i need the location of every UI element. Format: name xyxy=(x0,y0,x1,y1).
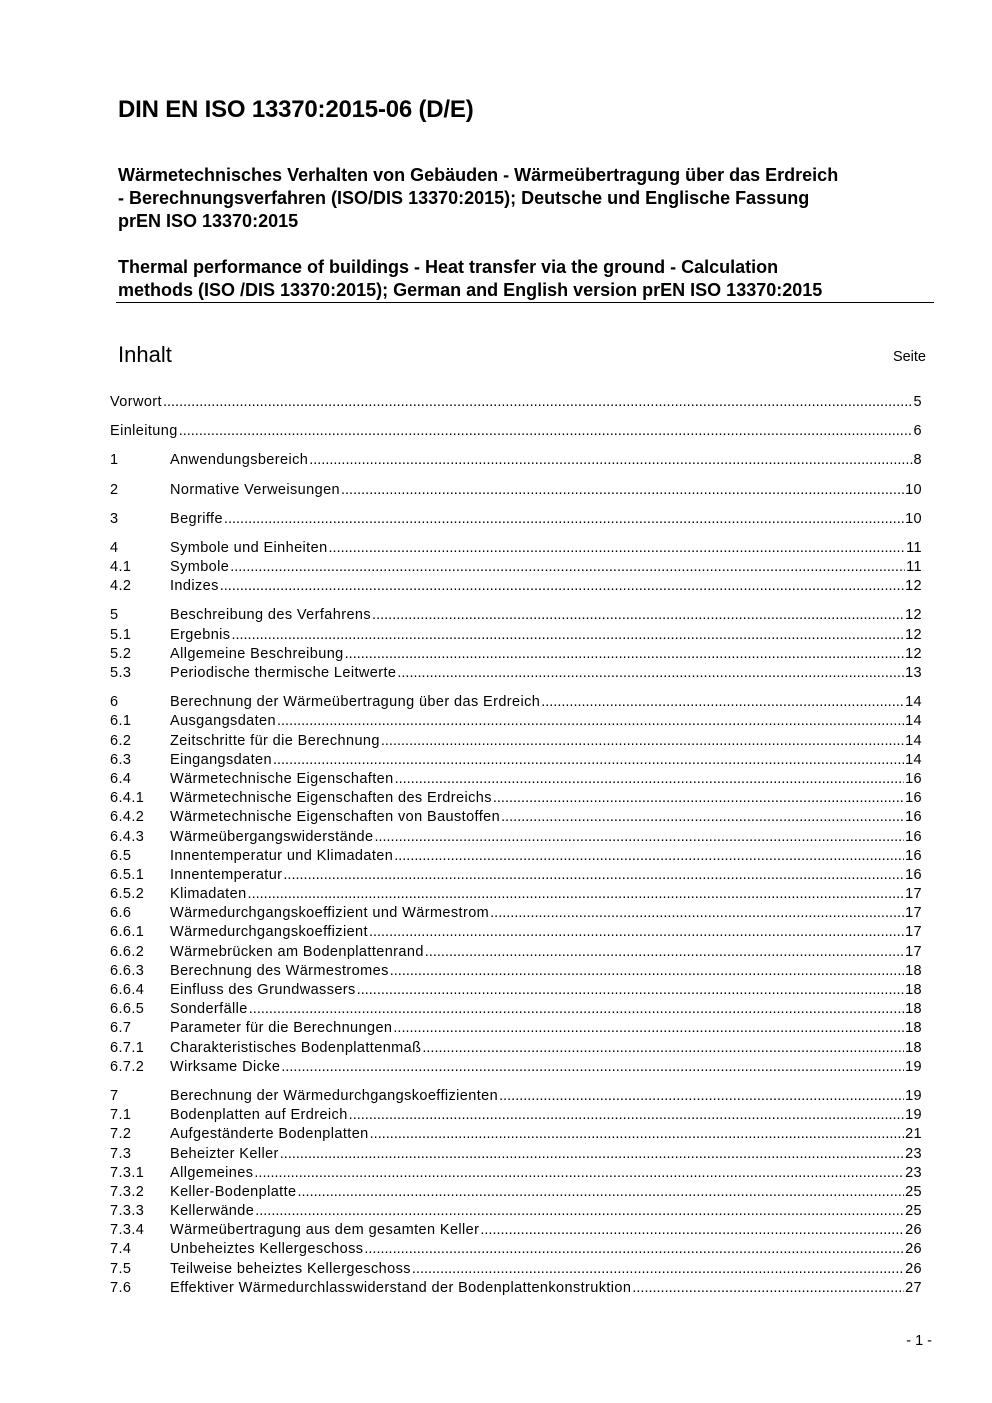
toc-entry-number: 6.7.2 xyxy=(110,1058,145,1075)
toc-entry-page: 16 xyxy=(905,866,922,883)
toc-entry[interactable] xyxy=(110,1039,922,1058)
toc-entry[interactable] xyxy=(110,885,922,904)
toc-entry[interactable] xyxy=(110,645,922,664)
toc-entry-number: 6.6.4 xyxy=(110,982,145,999)
toc-dot-leader xyxy=(341,481,904,500)
toc-dot-leader xyxy=(345,645,904,664)
english-subtitle-line: methods (ISO /DIS 13370:2015); German and English version prEN ISO 13370:2015 xyxy=(118,280,823,300)
document-title: DIN EN ISO 13370:2015-06 (D/E) xyxy=(118,96,474,123)
toc-entry[interactable] xyxy=(110,539,922,558)
toc-entry-title: Indizes xyxy=(170,578,219,595)
german-subtitle-line: prEN ISO 13370:2015 xyxy=(118,211,299,231)
toc-entry[interactable] xyxy=(110,1106,922,1125)
toc-entry[interactable] xyxy=(110,1202,922,1221)
toc-entry-page: 14 xyxy=(905,732,922,749)
toc-entry[interactable] xyxy=(110,1019,922,1038)
toc-entry-number: 7 xyxy=(110,1087,119,1104)
toc-entry-title: Wärmeübertragung aus dem gesamten Keller xyxy=(170,1222,480,1239)
toc-dot-leader xyxy=(393,1019,904,1038)
toc-dot-leader xyxy=(298,1183,905,1202)
toc-entry[interactable] xyxy=(110,693,922,712)
toc-entry-number: 5.2 xyxy=(110,645,132,662)
toc-entry-number: 6.4.1 xyxy=(110,790,145,807)
toc-entry-page: 16 xyxy=(905,770,922,787)
toc-entry[interactable] xyxy=(110,943,922,962)
toc-entry-number: 6.4 xyxy=(110,770,132,787)
toc-entry-page: 13 xyxy=(905,665,922,682)
toc-dot-leader xyxy=(329,539,906,558)
toc-dot-leader xyxy=(372,606,904,625)
toc-dot-leader xyxy=(254,1164,904,1183)
toc-entry-page: 18 xyxy=(905,962,922,979)
toc-entry-number: 3 xyxy=(110,510,119,527)
toc-entry-page: 16 xyxy=(905,790,922,807)
toc-dot-leader xyxy=(280,1145,904,1164)
toc-entry[interactable] xyxy=(110,866,922,885)
toc-entry-page: 12 xyxy=(905,607,922,624)
german-subtitle-line: Wärmetechnisches Verhalten von Gebäuden - Wärmeübertragung über das Erdreich xyxy=(118,165,839,185)
toc-entry-title: Symbole xyxy=(170,559,230,576)
toc-entry-number: 5 xyxy=(110,607,119,624)
toc-entry-page: 26 xyxy=(905,1260,922,1277)
toc-entry[interactable] xyxy=(110,577,922,596)
toc-entry-number: 7.4 xyxy=(110,1241,132,1258)
toc-entry[interactable] xyxy=(110,732,922,751)
toc-entry-title: Wärmetechnische Eigenschaften des Erdreichs xyxy=(170,790,492,807)
toc-entry-title: Wärmebrücken am Bodenplattenrand xyxy=(170,943,424,960)
toc-entry[interactable] xyxy=(110,847,922,866)
toc-entry-number: 7.2 xyxy=(110,1126,132,1143)
toc-dot-leader xyxy=(255,1202,904,1221)
toc-entry-title: Unbeheiztes Kellergeschoss xyxy=(170,1241,364,1258)
toc-entry-number: 5.3 xyxy=(110,665,132,682)
toc-dot-leader xyxy=(281,1058,904,1077)
toc-entry-title: Wärmetechnische Eigenschaften von Baustoffen xyxy=(170,809,501,826)
toc-entry[interactable] xyxy=(110,904,922,923)
toc-dot-leader xyxy=(224,510,904,529)
toc-entry-title: Berechnung der Wärmeübertragung über das Erdreich xyxy=(170,694,541,711)
toc-dot-leader xyxy=(381,732,904,751)
toc-entry-title: Beschreibung des Verfahrens xyxy=(170,607,372,624)
toc-entry[interactable] xyxy=(110,770,922,789)
toc-entry-number: 6.6.3 xyxy=(110,962,145,979)
toc-page-column-label: Seite xyxy=(892,349,926,365)
toc-entry-number: 6.5.1 xyxy=(110,866,145,883)
toc-entry-page: 17 xyxy=(905,886,922,903)
toc-entry-number: 6.7 xyxy=(110,1020,132,1037)
toc-dot-leader xyxy=(357,981,904,1000)
toc-entry-title: Symbole und Einheiten xyxy=(170,539,328,556)
toc-entry-number: 7.3 xyxy=(110,1145,132,1162)
toc-entry[interactable] xyxy=(110,510,922,529)
german-subtitle-line: - Berechnungsverfahren (ISO/DIS 13370:2015); Deutsche und Englische Fassung xyxy=(118,188,810,208)
toc-entry-number: 7.3.1 xyxy=(110,1164,145,1181)
toc-entry-title: Berechnung des Wärmestromes xyxy=(170,962,389,979)
toc-entry[interactable] xyxy=(110,1279,922,1298)
toc-entry-page: 14 xyxy=(905,694,922,711)
toc-dot-leader xyxy=(425,943,904,962)
toc-entry-page: 18 xyxy=(905,982,922,999)
toc-entry-number: 6.6 xyxy=(110,905,132,922)
toc-entry[interactable] xyxy=(110,1260,922,1279)
toc-entry-title: Zeitschritte für die Berechnung xyxy=(170,732,380,749)
toc-entry-page: 26 xyxy=(905,1241,922,1258)
toc-entry-page: 17 xyxy=(905,905,922,922)
toc-entry-page: 23 xyxy=(905,1164,922,1181)
toc-entry-title: Charakteristisches Bodenplattenmaß xyxy=(170,1039,422,1056)
toc-dot-leader xyxy=(220,577,904,596)
toc-entry[interactable] xyxy=(110,626,922,645)
toc-entry[interactable] xyxy=(110,712,922,731)
toc-dot-leader xyxy=(395,770,904,789)
toc-entry-title: Ausgangsdaten xyxy=(170,713,276,730)
toc-entry-page: 18 xyxy=(905,1001,922,1018)
toc-entry[interactable] xyxy=(110,962,922,981)
toc-entry-page: 16 xyxy=(905,847,922,864)
toc-entry-page: 11 xyxy=(906,539,922,556)
toc-dot-leader xyxy=(499,1087,904,1106)
toc-dot-leader xyxy=(369,923,904,942)
toc-entry-page: 25 xyxy=(905,1183,922,1200)
toc-dot-leader xyxy=(273,751,904,770)
toc-dot-leader xyxy=(397,664,904,683)
toc-entry-page: 25 xyxy=(905,1203,922,1220)
toc-dot-leader xyxy=(364,1240,904,1259)
toc-entry-number: 7.3.4 xyxy=(110,1222,145,1239)
toc-entry-page: 14 xyxy=(905,751,922,768)
toc-entry-page: 19 xyxy=(905,1107,922,1124)
toc-heading: Inhalt xyxy=(118,342,172,367)
toc-dot-leader xyxy=(493,789,904,808)
toc-dot-leader xyxy=(374,828,904,847)
toc-entry-title: Begriffe xyxy=(170,510,223,527)
toc-entry-title: Wärmeübergangswiderstände xyxy=(170,828,374,845)
toc-entry[interactable] xyxy=(110,451,922,470)
toc-entry-page: 19 xyxy=(905,1058,922,1075)
english-subtitle-line: Thermal performance of buildings - Heat transfer via the ground - Calculation xyxy=(118,257,779,277)
toc-entry[interactable] xyxy=(110,981,922,1000)
toc-entry-page: 10 xyxy=(905,481,922,498)
toc-entry-title: Vorwort xyxy=(110,393,162,410)
toc-entry-title: Innentemperatur xyxy=(170,866,283,883)
toc-entry-page: 12 xyxy=(905,578,922,595)
toc-entry[interactable] xyxy=(110,393,922,412)
toc-entry-number: 2 xyxy=(110,481,119,498)
toc-entry-number: 6.6.5 xyxy=(110,1001,145,1018)
toc-entry[interactable] xyxy=(110,1145,922,1164)
toc-dot-leader xyxy=(349,1106,904,1125)
toc-dot-leader xyxy=(541,693,904,712)
toc-dot-leader xyxy=(412,1260,904,1279)
toc-entry-page: 23 xyxy=(905,1145,922,1162)
toc-entry[interactable] xyxy=(110,1000,922,1019)
toc-entry[interactable] xyxy=(110,664,922,683)
toc-dot-leader xyxy=(501,808,904,827)
toc-entry-number: 6.2 xyxy=(110,732,132,749)
toc-entry[interactable] xyxy=(110,1125,922,1144)
toc-entry-title: Beheizter Keller xyxy=(170,1145,279,1162)
toc-entry[interactable] xyxy=(110,1058,922,1077)
toc-dot-leader xyxy=(231,626,904,645)
toc-entry-title: Einfluss des Grundwassers xyxy=(170,982,356,999)
title-divider xyxy=(116,302,934,303)
toc-dot-leader xyxy=(230,558,905,577)
toc-entry-number: 1 xyxy=(110,452,119,469)
toc-dot-leader xyxy=(394,847,904,866)
toc-entry[interactable] xyxy=(110,924,922,943)
toc-entry-number: 6.4.3 xyxy=(110,828,145,845)
toc-entry-number: 4.2 xyxy=(110,578,132,595)
toc-entry-page: 17 xyxy=(905,924,922,941)
toc-entry[interactable] xyxy=(110,1164,922,1183)
toc-entry-number: 6.5 xyxy=(110,847,132,864)
toc-dot-leader xyxy=(283,866,904,885)
toc-entry-page: 16 xyxy=(905,809,922,826)
toc-entry-title: Wirksame Dicke xyxy=(170,1058,281,1075)
toc-entry[interactable] xyxy=(110,828,922,847)
toc-entry-title: Keller-Bodenplatte xyxy=(170,1183,297,1200)
toc-entry-page: 16 xyxy=(905,828,922,845)
toc-entry-number: 6.3 xyxy=(110,751,132,768)
toc-entry-number: 6.6.2 xyxy=(110,943,145,960)
toc-entry[interactable] xyxy=(110,789,922,808)
toc-dot-leader xyxy=(632,1279,904,1298)
toc-entry-title: Wärmedurchgangskoeffizient und Wärmestrom xyxy=(170,905,490,922)
toc-entry-page: 27 xyxy=(905,1279,922,1296)
toc-entry-number: 5.1 xyxy=(110,626,132,643)
toc-entry-number: 7.6 xyxy=(110,1279,132,1296)
toc-entry-title: Einleitung xyxy=(110,423,178,440)
toc-entry-title: Kellerwände xyxy=(170,1203,255,1220)
toc-entry-title: Eingangsdaten xyxy=(170,751,272,768)
toc-dot-leader xyxy=(163,393,913,412)
toc-entry[interactable] xyxy=(110,1241,922,1260)
toc-entry-title: Innentemperatur und Klimadaten xyxy=(170,847,394,864)
toc-entry-page: 10 xyxy=(905,510,922,527)
toc-entry-number: 7.5 xyxy=(110,1260,132,1277)
toc-entry-title: Ergebnis xyxy=(170,626,231,643)
page-number: - 1 - xyxy=(906,1333,932,1349)
toc-entry[interactable] xyxy=(110,607,922,626)
toc-entry-number: 7.1 xyxy=(110,1107,132,1124)
toc-entry[interactable] xyxy=(110,422,922,441)
toc-entry-title: Aufgeständerte Bodenplatten xyxy=(170,1126,369,1143)
toc-entry-title: Allgemeines xyxy=(170,1164,254,1181)
toc-dot-leader xyxy=(249,1000,904,1019)
toc-entry-title: Klimadaten xyxy=(170,886,247,903)
toc-entry[interactable] xyxy=(110,808,922,827)
toc-entry-title: Sonderfälle xyxy=(170,1001,248,1018)
toc-entry-number: 6.5.2 xyxy=(110,886,145,903)
toc-entry-title: Normative Verweisungen xyxy=(170,481,340,498)
toc-entry[interactable] xyxy=(110,558,922,577)
toc-entry-number: 6.1 xyxy=(110,713,132,730)
toc-entry-number: 7.3.2 xyxy=(110,1183,145,1200)
toc-entry-page: 21 xyxy=(905,1126,922,1143)
toc-dot-leader xyxy=(248,885,905,904)
toc-entry-page: 6 xyxy=(913,423,922,440)
toc-entry-page: 26 xyxy=(905,1222,922,1239)
toc-entry-number: 7.3.3 xyxy=(110,1203,145,1220)
toc-entry-page: 19 xyxy=(905,1087,922,1104)
toc-entry-title: Bodenplatten auf Erdreich xyxy=(170,1107,348,1124)
toc-entry-number: 6.4.2 xyxy=(110,809,145,826)
toc-entry-page: 18 xyxy=(905,1039,922,1056)
toc-entry[interactable] xyxy=(110,1221,922,1240)
toc-dot-leader xyxy=(370,1125,904,1144)
toc-entry-page: 11 xyxy=(906,559,922,576)
toc-entry-page: 17 xyxy=(905,943,922,960)
toc-entry-title: Parameter für die Berechnungen xyxy=(170,1020,393,1037)
toc-entry-page: 5 xyxy=(913,393,922,410)
toc-entry-title: Wärmetechnische Eigenschaften xyxy=(170,770,394,787)
toc-entry-number: 6 xyxy=(110,694,119,711)
table-of-contents xyxy=(110,393,922,1298)
toc-entry-number: 4 xyxy=(110,539,119,556)
german-subtitle xyxy=(118,164,938,233)
toc-entry-number: 6.7.1 xyxy=(110,1039,145,1056)
toc-entry-page: 12 xyxy=(905,645,922,662)
toc-entry-page: 12 xyxy=(905,626,922,643)
toc-entry-page: 8 xyxy=(913,452,922,469)
toc-entry-title: Periodische thermische Leitwerte xyxy=(170,665,397,682)
toc-entry[interactable] xyxy=(110,1183,922,1202)
toc-dot-leader xyxy=(179,422,913,441)
toc-entry-title: Effektiver Wärmedurchlasswiderstand der Bodenplattenkonstruktion xyxy=(170,1279,632,1296)
toc-entry-title: Anwendungsbereich xyxy=(170,452,309,469)
toc-entry-title: Allgemeine Beschreibung xyxy=(170,645,344,662)
toc-dot-leader xyxy=(390,962,904,981)
toc-entry-title: Berechnung der Wärmedurchgangskoeffizienten xyxy=(170,1087,499,1104)
toc-dot-leader xyxy=(309,451,912,470)
toc-entry-page: 14 xyxy=(905,713,922,730)
toc-entry[interactable] xyxy=(110,481,922,500)
toc-dot-leader xyxy=(422,1039,904,1058)
toc-entry-page: 18 xyxy=(905,1020,922,1037)
toc-entry-number: 6.6.1 xyxy=(110,924,145,941)
toc-entry-number: 4.1 xyxy=(110,559,132,576)
toc-dot-leader xyxy=(480,1221,904,1240)
toc-entry[interactable] xyxy=(110,1087,922,1106)
toc-entry-title: Wärmedurchgangskoeffizient xyxy=(170,924,368,941)
toc-entry[interactable] xyxy=(110,751,922,770)
toc-dot-leader xyxy=(277,712,904,731)
toc-dot-leader xyxy=(490,904,904,923)
english-subtitle xyxy=(118,256,938,302)
toc-entry-title: Teilweise beheiztes Kellergeschoss xyxy=(170,1260,411,1277)
